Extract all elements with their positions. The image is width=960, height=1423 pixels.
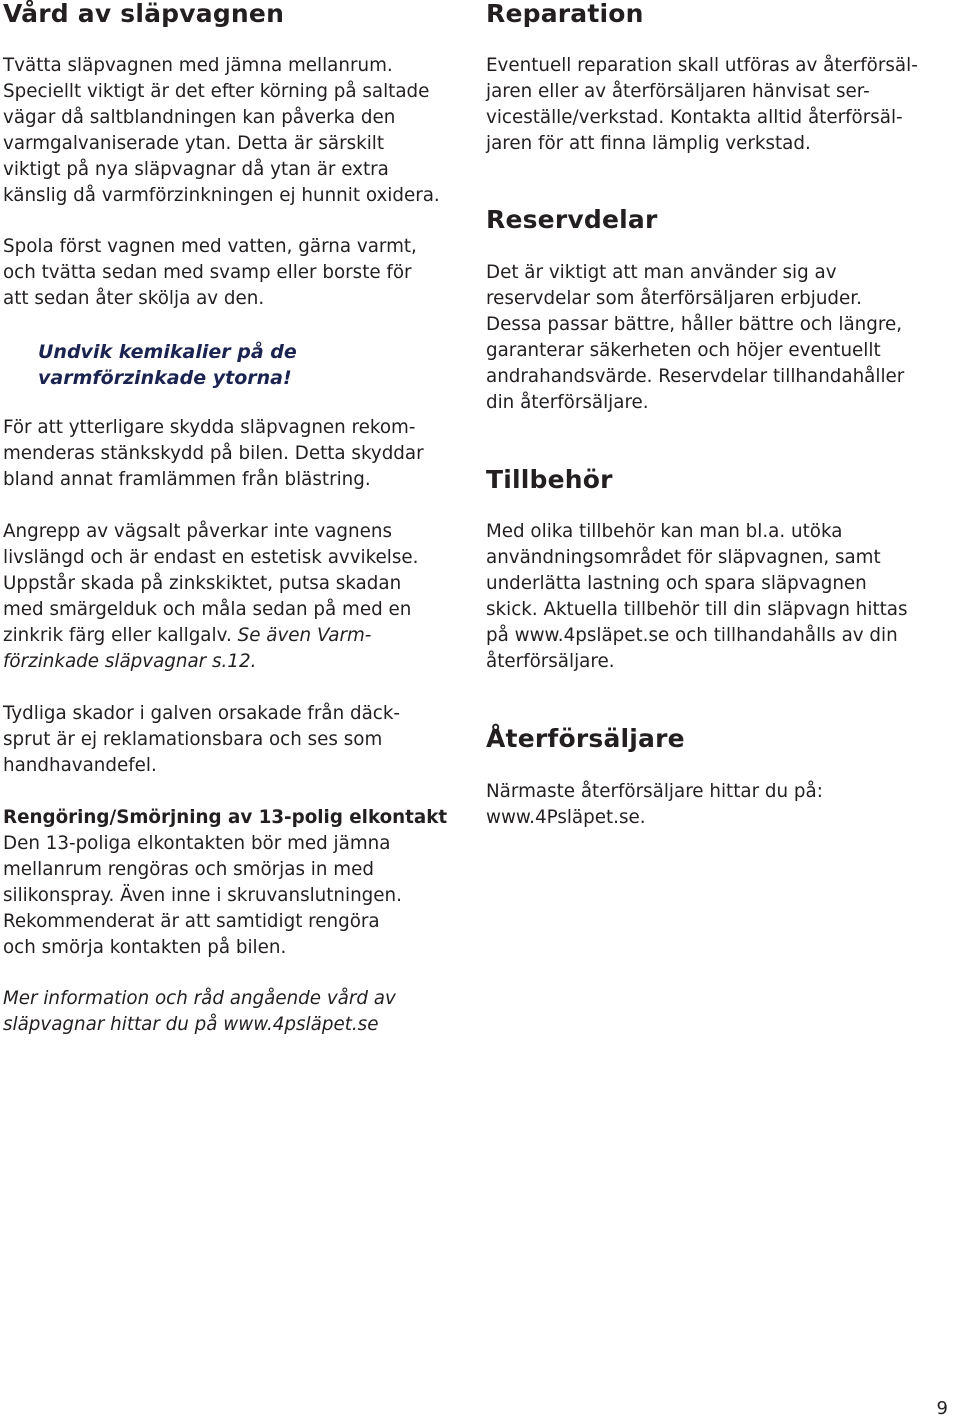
connector-subheading: Rengöring/Smörjning av 13-polig elkontakt [3,807,448,828]
aterforsaljare-text: Närmaste återförsäljare hittar du på: www.4Psläpet.se. [486,781,823,828]
galvanized-reference: Se även Varm- förzinkade släpvagnar s.12. [3,625,372,672]
reparation-text: Eventuell reparation skall utföras av återförsäl- jaren eller av återförsäljaren hänvisat ser- viceställe/verkstad. Kontakta alltid återförsäl- jaren för att finna lämplig verkstad. [486,55,918,154]
page-title: Vård av släpvagnen [3,0,285,28]
reservdelar-text: Det är viktigt att man använder sig av reservdelar som återförsäljaren erbjuder. Dessa passar bättre, håller bättre och längre, garanterar säkerheten och höjer eventuellt andrahandsvärde. Reservdelar tillhandahåller din återförsäljare. [486,262,905,413]
wash-paragraph: Tvätta släpvagnen med jämna mellanrum. Speciellt viktigt är det efter körning på saltade vägar då saltblandningen kan påverka den varmgalvaniserade ytan. Detta är särskilt viktigt på nya släpvagnar då ytan är extra känslig då varmförzinkningen ej hunnit oxidera. [3,55,440,206]
connector-section [3,805,458,961]
tire-damage-paragraph: Tydliga skador i galven orsakade från däck- sprut är ej reklamationsbara och ses som handhavandefel. [3,703,401,776]
aterforsaljare-heading: Återförsäljare [486,724,685,753]
tillbehor-heading: Tillbehör [486,465,613,494]
splash-guard-paragraph: För att ytterligare skydda släpvagnen rekom- menderas stänkskydd på bilen. Detta skyddar bland annat framlämmen från blästring. [3,417,424,490]
more-info-paragraph: Mer information och råd angående vård av släpvagnar hittar du på www.4psläpet.se [3,988,396,1035]
reservdelar-heading: Reservdelar [486,205,658,234]
road-salt-paragraph [3,519,458,675]
road-salt-text: Angrepp av vägsalt påverkar inte vagnens livslängd och är endast en estetisk avvikelse. Uppstår skada på zinkskiktet, putsa skadan med smärgelduk och måla sedan på med en zinkrik färg eller kallgalv. [3,521,419,646]
chemical-warning: Undvik kemikalier på de varmförzinkade ytorna! [38,341,297,389]
tillbehor-text: Med olika tillbehör kan man bl.a. utöka användningsområdet för släpvagnen, samt underlätta lastning och spara släpvagnen skick. Aktuella tillbehör till din släpvagn hittas på www.4psläpet.se och tillhandahålls av din återförsäljare. [486,521,908,672]
connector-text: Den 13-poliga elkontakten bör med jämna mellanrum rengöras och smörjas in med silikonspray. Även inne i skruvanslutningen. Rekommenderat är att samtidigt rengöra och smörja kontakten på bilen. [3,833,402,958]
reparation-heading: Reparation [486,0,644,28]
page-number: 9 [936,1398,948,1419]
rinse-paragraph: Spola först vagnen med vatten, gärna varmt, och tvätta sedan med svamp eller borste för att sedan åter skölja av den. [3,236,417,309]
